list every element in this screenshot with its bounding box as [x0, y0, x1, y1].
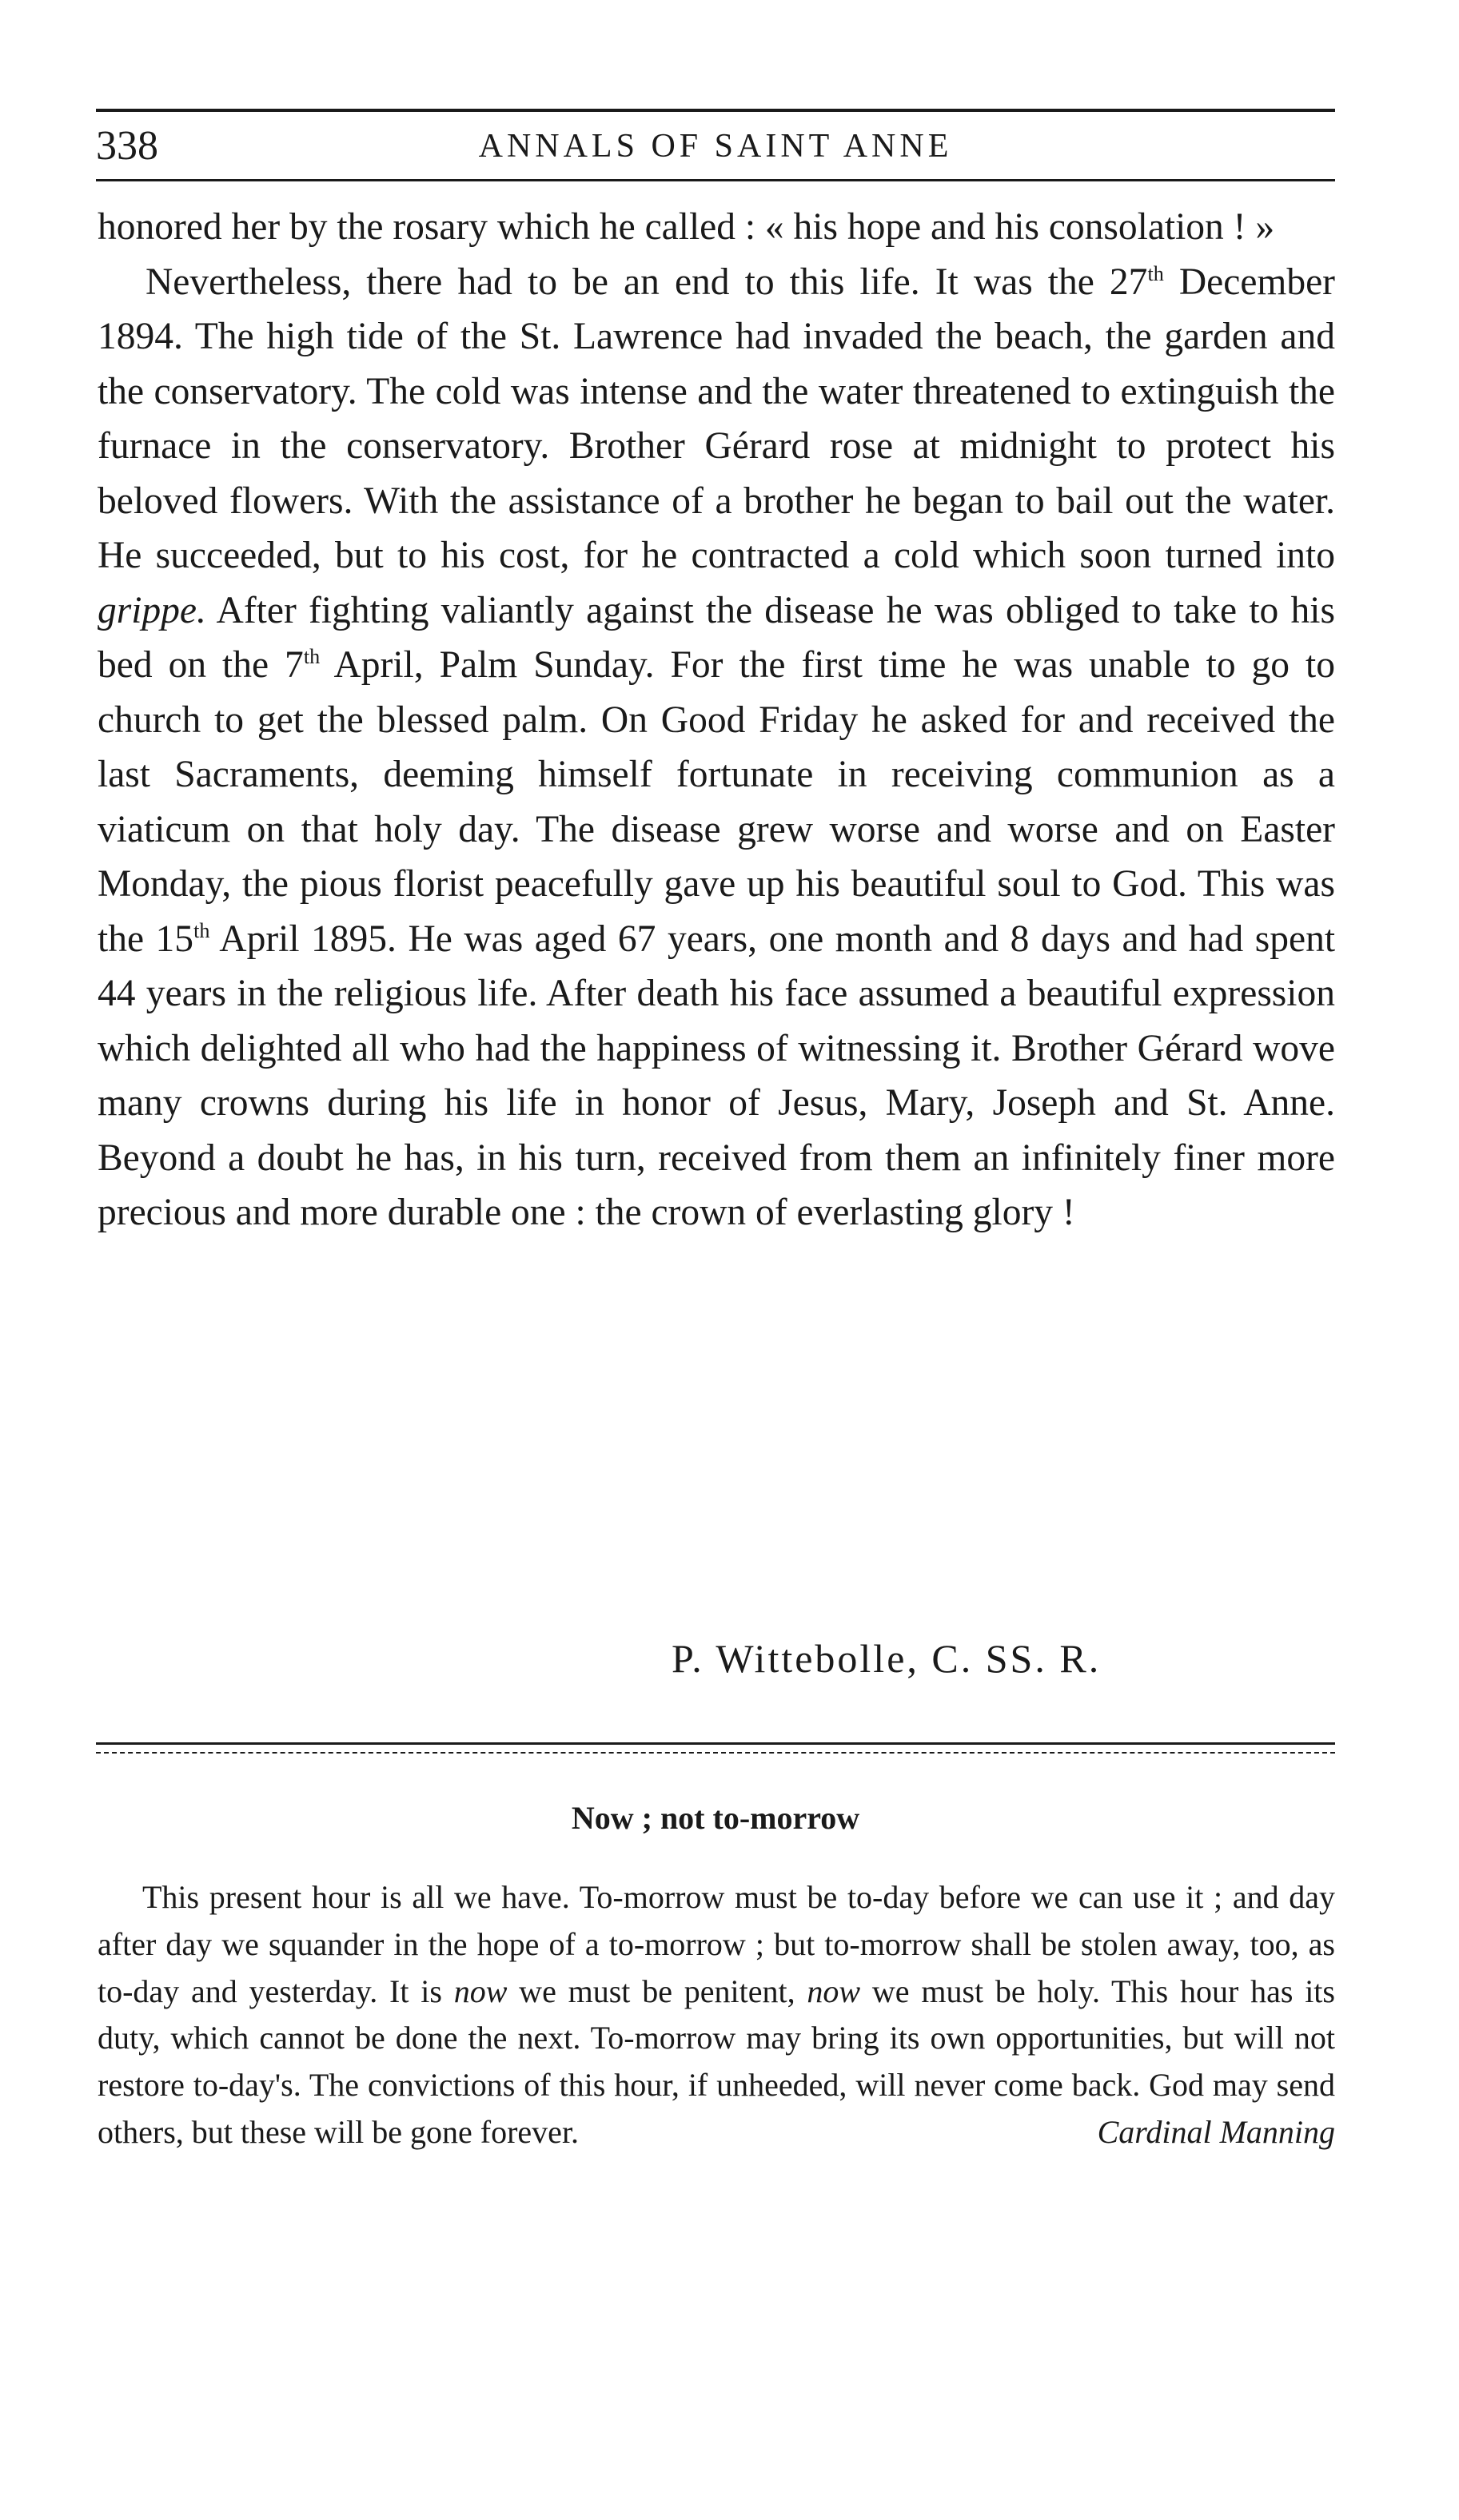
quote-now-1: now — [453, 1973, 508, 2009]
section-divider-dashed — [96, 1752, 1335, 1754]
p2-sup-death: th — [193, 918, 210, 942]
p2-end: April 1895. He was aged 67 years, one month and 8 days and had spent 44 years in the religious life. After death his face assumed a beautiful expression which delighted all who had the happiness of witnessing it. Brother Gérard wove many crowns during his life in honor of Jesus, Mary, Joseph and St. Anne. Beyond a doubt he has, in his turn, received from them an infinitely finer more precious and more durable one : the crown of everlasting glory ! — [98, 918, 1336, 1233]
p2-before-april: After fighting valiantly against the disease he was obliged to take to his bed on the 7 — [98, 589, 1335, 686]
page-header — [96, 118, 1335, 174]
p2-sup-april: th — [303, 645, 321, 669]
article-paragraph-1: honored her by the rosary which he called : « his hope and his consolation ! » — [98, 206, 1275, 248]
section-title: Now ; not to-morrow — [571, 1800, 860, 1836]
running-head: ANNALS OF SAINT ANNE — [478, 128, 953, 165]
quote-part-3: we must be holy. This hour has its duty, which cannot be done the next. To-morrow may bring its own opportunities, but will not restore to-day's. The convictions of this hour, if unheeded, will never come back. God may send others, but these will be gone forever. — [98, 1973, 1335, 2150]
article-paragraph-2 — [98, 255, 1335, 1240]
top-rule — [96, 109, 1335, 112]
quote-part-1: This present hour is all we have. To-morrow must be to-day before we can use it ; and day after day we squander in the hope of a to-morrow ; but to-morrow shall be stolen away, too, as to-day and yesterday. It is — [98, 1879, 1335, 2009]
quote-paragraph — [98, 1874, 1335, 2156]
section-divider — [96, 1742, 1335, 1745]
p2-after-april: April, Palm Sunday. For the first time he was unable to go to church to get the blessed palm. On Good Friday he asked for and received the last Sacraments, deeming himself fortunate in receiving communion as a viaticum on that holy day. The disease grew worse and worse and on Easter Monday, the pious florist peacefully gave up his beautiful soul to God. This was the 15 — [98, 644, 1335, 960]
p2-sup-date: th — [1147, 261, 1164, 285]
page-number: 338 — [96, 123, 158, 169]
article-body — [98, 200, 1335, 1240]
header-rule — [96, 179, 1335, 181]
p2-italic-word: grippe. — [98, 589, 206, 631]
author-signature: P. Wittebolle, C. SS. R. — [672, 1636, 1102, 1681]
quote-attribution: Cardinal Manning — [1097, 2113, 1335, 2150]
quote-part-2: we must be penitent, — [507, 1973, 807, 2009]
quote-now-2: now — [807, 1973, 861, 2009]
p2-before-date: Nevertheless, there had to be an end to this life. It was the 27 — [146, 261, 1148, 303]
p2-after-date: December 1894. The high tide of the St. Lawrence had invaded the beach, the garden and the conservatory. The cold was intense and the water threatened to extinguish the furnace in the conservatory. Brother Gérard rose at midnight to protect his beloved flowers. With the assistance of a brother he began to bail out the water. He succeeded, but to his cost, for he contracted a cold which soon turned into — [98, 261, 1336, 576]
